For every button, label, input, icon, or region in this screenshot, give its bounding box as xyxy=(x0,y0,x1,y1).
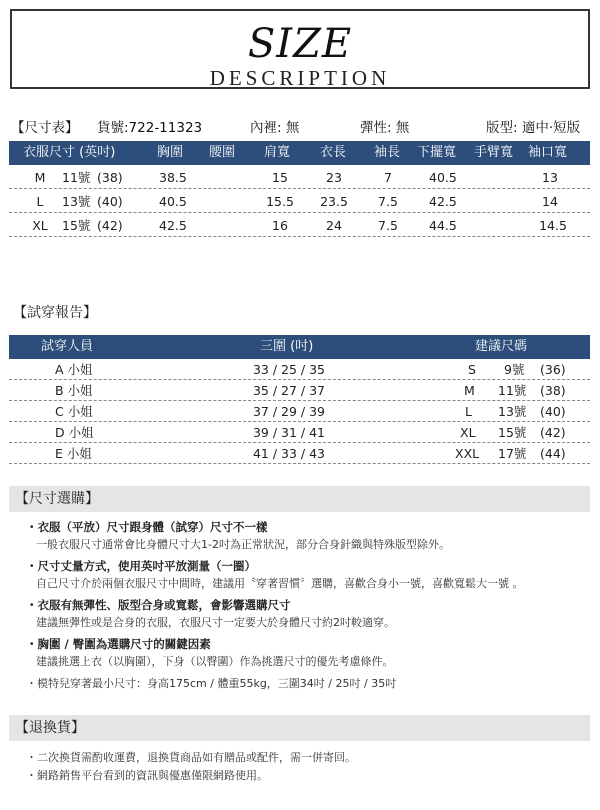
col-sleeve: 袖長 xyxy=(374,145,401,160)
size-letter: L xyxy=(36,194,44,209)
suggested-number: 13號 xyxy=(498,404,527,419)
bust-value: 38.5 xyxy=(159,170,187,185)
size-alt: (40) xyxy=(97,194,123,209)
table-row xyxy=(9,422,590,443)
measurements: 37 / 29 / 39 xyxy=(252,404,326,419)
bust-value: 42.5 xyxy=(159,218,187,233)
size-alt: (38) xyxy=(97,170,123,185)
model-info: ・模特兒穿著最小尺寸：身高175cm / 體重55kg，三圍34吋 / 25吋 / 35吋 xyxy=(26,677,397,690)
person-name: A 小姐 xyxy=(55,362,93,377)
suggested-alt: (38) xyxy=(540,383,566,398)
lining-info: 內裡: 無 xyxy=(250,120,300,136)
table-row xyxy=(9,167,590,189)
suggested-size: L xyxy=(465,404,472,419)
col-size: 衣服尺寸 (英吋) xyxy=(23,145,116,160)
table-row xyxy=(9,401,590,422)
length-value: 24 xyxy=(326,218,342,233)
suggested-size: M xyxy=(464,383,475,398)
col-measurements: 三圍 (吋) xyxy=(260,339,314,354)
fitting-table-header xyxy=(9,335,590,359)
shoulder-value: 15 xyxy=(272,170,288,185)
guide-text: 建議無彈性或是合身的衣服，衣服尺寸一定要大於身體尺寸約2吋較適穿。 xyxy=(36,616,395,629)
person-name: C 小姐 xyxy=(55,404,93,419)
length-value: 23 xyxy=(326,170,342,185)
length-value: 23.5 xyxy=(320,194,348,209)
size-guide-title: 【尺寸選購】 xyxy=(15,491,99,507)
col-bust: 胸圍 xyxy=(157,145,184,160)
suggested-size: XXL xyxy=(455,446,480,461)
cuff-value: 13 xyxy=(542,170,558,185)
guide-text: 一般衣服尺寸通常會比身體尺寸大1-2吋為正常狀況，部分合身針織與特殊版型除外。 xyxy=(36,538,450,551)
col-cuff: 袖口寬 xyxy=(528,145,568,160)
shoulder-value: 16 xyxy=(272,218,288,233)
col-length: 衣長 xyxy=(320,145,347,160)
size-number: 11號 xyxy=(62,170,91,185)
col-waist: 腰圍 xyxy=(209,145,236,160)
measurements: 41 / 33 / 43 xyxy=(252,446,326,461)
size-alt: (42) xyxy=(97,218,123,233)
bust-value: 40.5 xyxy=(159,194,187,209)
size-table-header xyxy=(9,141,590,165)
table-row xyxy=(9,215,590,237)
hem-value: 44.5 xyxy=(429,218,457,233)
sleeve-value: 7.5 xyxy=(378,194,398,209)
sleeve-value: 7.5 xyxy=(378,218,398,233)
guide-heading: ・衣服（平放）尺寸跟身體（試穿）尺寸不一樣 xyxy=(26,520,268,534)
size-number: 13號 xyxy=(62,194,91,209)
suggested-size: S xyxy=(468,362,476,377)
item-number: 貨號:722-11323 xyxy=(97,120,203,136)
fit-info: 版型: 適中·短版 xyxy=(486,120,581,136)
table-row xyxy=(9,359,590,380)
header-subtitle: DESCRIPTION xyxy=(209,66,391,90)
stretch-info: 彈性: 無 xyxy=(360,120,410,136)
size-letter: M xyxy=(34,170,46,185)
hem-value: 40.5 xyxy=(429,170,457,185)
measurements: 39 / 31 / 41 xyxy=(252,425,326,440)
size-letter: XL xyxy=(32,218,48,233)
suggested-size: XL xyxy=(460,425,476,440)
person-name: E 小姐 xyxy=(55,446,92,461)
suggested-number: 11號 xyxy=(498,383,527,398)
suggested-number: 9號 xyxy=(504,362,525,377)
cuff-value: 14 xyxy=(542,194,558,209)
suggested-alt: (44) xyxy=(540,446,566,461)
size-description-header xyxy=(10,9,590,89)
returns-title: 【退換貨】 xyxy=(15,720,85,736)
guide-heading: ・尺寸丈量方式，使用英吋平放測量（一圈） xyxy=(26,559,256,573)
returns-note: ・網路銷售平台看到的資訊與優惠僅限網路使用。 xyxy=(26,769,268,782)
col-hem: 下擺寬 xyxy=(417,145,457,160)
suggested-alt: (40) xyxy=(540,404,566,419)
suggested-number: 17號 xyxy=(498,446,527,461)
table-row xyxy=(9,380,590,401)
col-suggested-size: 建議尺碼 xyxy=(475,339,528,354)
guide-text: 建議挑選上衣（以胸圍），下身（以臀圍）作為挑選尺寸的優先考慮條件。 xyxy=(36,655,394,668)
table-row xyxy=(9,191,590,213)
hem-value: 42.5 xyxy=(429,194,457,209)
guide-heading: ・胸圍 / 臀圍為選購尺寸的關鍵因素 xyxy=(26,637,211,651)
col-arm: 手臂寬 xyxy=(474,145,514,160)
returns-title-bar xyxy=(9,715,590,741)
cuff-value: 14.5 xyxy=(539,218,567,233)
person-name: B 小姐 xyxy=(55,383,93,398)
fitting-report-title: 【試穿報告】 xyxy=(13,305,97,321)
sleeve-value: 7 xyxy=(384,170,392,185)
size-table-label: 【尺寸表】 xyxy=(11,120,79,136)
measurements: 33 / 25 / 35 xyxy=(252,362,326,377)
col-person: 試穿人員 xyxy=(41,339,94,354)
shoulder-value: 15.5 xyxy=(266,194,294,209)
guide-heading: ・衣服有無彈性、版型合身或寬鬆，會影響選購尺寸 xyxy=(26,598,291,612)
size-number: 15號 xyxy=(62,218,91,233)
person-name: D 小姐 xyxy=(55,425,94,440)
table-row xyxy=(9,443,590,464)
header-title: SIZE xyxy=(247,21,353,67)
size-guide-title-bar xyxy=(9,486,590,512)
suggested-alt: (42) xyxy=(540,425,566,440)
suggested-number: 15號 xyxy=(498,425,527,440)
guide-text: 自己尺寸介於兩個衣服尺寸中間時，建議用〝穿著習慣〞選購，喜歡合身小一號，喜歡寬鬆大一號 。 xyxy=(36,577,524,590)
returns-note: ・二次換貨需酌收運費，退換貨商品如有贈品或配件，需一併寄回。 xyxy=(26,751,356,764)
suggested-alt: (36) xyxy=(540,362,566,377)
col-shoulder: 肩寬 xyxy=(264,145,291,160)
measurements: 35 / 27 / 37 xyxy=(252,383,326,398)
